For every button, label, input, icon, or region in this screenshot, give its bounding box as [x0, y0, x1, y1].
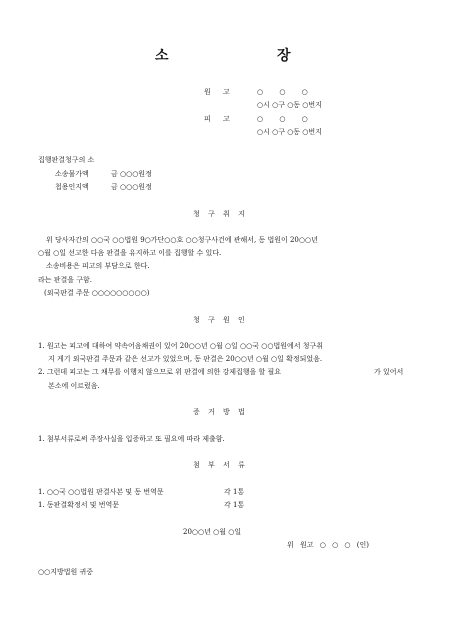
cause-line: 가 있어서	[374, 368, 404, 376]
plaintiff-signature: 위 원고 ○ ○ ○ (인)	[287, 541, 369, 549]
claim-line: ○월 ○일 선고한 다음 판결을 유지하고 이를 집행할 수 있다.	[38, 249, 222, 257]
document-title-right: 장	[277, 48, 291, 64]
plaintiff-label: 원 고	[204, 88, 230, 96]
document-title-left: 소	[155, 48, 169, 64]
claim-line: 라는 판결을 구함.	[38, 276, 93, 284]
cause-line: 지 게기 외국판결 주문과 같은 선고가 있었으며, 동 판결은 20○○년 ○월 ○일 확정되었음.	[48, 355, 323, 363]
attachment-name: 1. ○○국 ○○법원 판결사본 및 동 번역문	[38, 488, 164, 496]
document-date: 20○○년 ○월 ○일	[183, 528, 242, 536]
evidence-heading: 증 거 방 법	[193, 408, 248, 416]
attachments-heading: 첨 부 서 류	[193, 461, 248, 469]
claim-purpose-heading: 청 구 취 지	[193, 210, 248, 218]
claim-line: 위 당사자간의 ○○국 ○○법원 9○가단○○호 ○○청구사건에 관해서, 동 법원이 20○○년	[46, 236, 318, 244]
evidence-line: 1. 첨부서류로써 주장사실을 입증하고 또 필요에 따라 제출함.	[38, 435, 225, 443]
defendant-name: ○ ○ ○	[257, 115, 308, 123]
claim-cause-heading: 청 구 원 인	[193, 316, 248, 324]
cause-line: 2. 그런데 피고는 그 채무를 이행치 않으므로 위 판결에 의한 강제집행을 할 필요	[38, 368, 282, 376]
claim-line: 소송비용은 피고의 부담으로 한다.	[46, 262, 150, 270]
claim-value-amount: 금 ○○○원정	[111, 170, 152, 178]
attachment-count: 각 1통	[224, 488, 245, 496]
case-title: 집행판결청구의 소	[38, 156, 95, 164]
plaintiff-name: ○ ○ ○	[257, 88, 308, 96]
stamp-value-label: 첩용인지액	[55, 183, 89, 191]
claim-line: (외국판결 주문 ○○○○○○○○○)	[44, 289, 150, 297]
attachment-count: 각 1통	[224, 501, 245, 509]
plaintiff-address: ○시 ○구 ○동 ○번지	[257, 101, 322, 109]
stamp-value-amount: 금 ○○○원정	[111, 183, 152, 191]
claim-value-label: 소송물가액	[55, 170, 89, 178]
attachment-name: 1. 동판결확정서 및 번역문	[38, 501, 119, 509]
defendant-label: 피 고	[204, 115, 230, 123]
cause-line: 본소에 이르렀음.	[48, 382, 100, 390]
cause-line: 1. 원고는 피고에 대하여 약속어음채권이 있어 20○○년 ○월 ○일 ○○국 ○○법원에서 청구취	[38, 342, 324, 350]
defendant-address: ○시 ○구 ○동 ○번지	[257, 128, 322, 136]
court-addressee: ○○지방법원 귀중	[38, 568, 94, 576]
